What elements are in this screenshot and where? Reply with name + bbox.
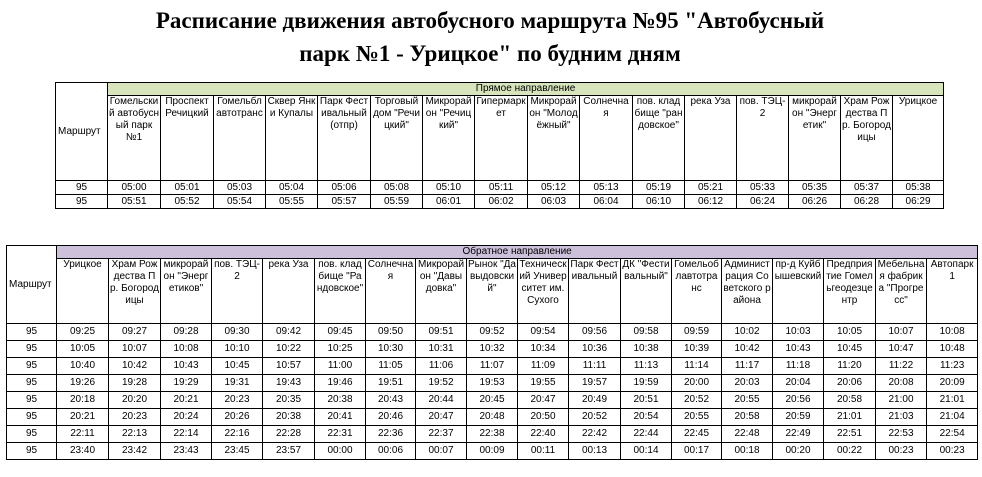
departure-time-cell: 09:28	[161, 324, 212, 341]
stop-name-header: микрорайон "Энергетик"	[789, 96, 841, 181]
departure-time-cell: 10:57	[263, 358, 315, 375]
departure-time-cell: 11:09	[518, 358, 569, 375]
departure-time-cell: 22:37	[416, 426, 467, 443]
stop-name-header: река Уза	[263, 259, 315, 324]
stop-name-header: пов. кладбище "рандовское"	[633, 96, 685, 181]
departure-time-cell: 06:10	[633, 195, 685, 209]
departure-time-cell: 11:05	[366, 358, 416, 375]
departure-time-cell: 05:04	[266, 181, 318, 195]
departure-time-cell: 09:30	[212, 324, 263, 341]
stop-name-header: Урицкое	[893, 96, 944, 181]
departure-time-cell: 06:01	[423, 195, 475, 209]
departure-time-cell: 09:52	[467, 324, 518, 341]
departure-time-cell: 21:00	[876, 392, 927, 409]
stop-name-header: пр-д Куйбышевский	[773, 259, 824, 324]
departure-time-cell: 20:58	[722, 409, 773, 426]
departure-time-cell: 09:54	[518, 324, 569, 341]
departure-time-cell: 06:29	[893, 195, 944, 209]
stop-name-header: Парк Фестивальный	[569, 259, 621, 324]
departure-time-cell: 09:42	[263, 324, 315, 341]
departure-time-cell: 09:45	[315, 324, 366, 341]
departure-time-cell: 09:58	[621, 324, 672, 341]
departure-time-cell: 05:19	[633, 181, 685, 195]
departure-time-cell: 11:22	[876, 358, 927, 375]
departure-time-cell: 05:11	[475, 181, 528, 195]
departure-time-cell: 22:53	[876, 426, 927, 443]
stop-name-header: Гипермаркет	[475, 96, 528, 181]
departure-time-cell: 10:22	[263, 341, 315, 358]
departure-time-cell: 20:41	[315, 409, 366, 426]
route-number-cell: 95	[56, 195, 108, 209]
departure-time-cell: 10:45	[212, 358, 263, 375]
departure-time-cell: 22:16	[212, 426, 263, 443]
departure-time-cell: 10:43	[773, 341, 824, 358]
departure-time-cell: 05:52	[161, 195, 214, 209]
departure-time-cell: 20:59	[773, 409, 824, 426]
departure-time-cell: 05:10	[423, 181, 475, 195]
departure-time-cell: 20:48	[467, 409, 518, 426]
departure-time-cell: 20:50	[518, 409, 569, 426]
table-row	[56, 195, 944, 209]
departure-time-cell: 19:51	[366, 375, 416, 392]
stop-name-header: Храм Рождества Пр. Богородицы	[109, 259, 161, 324]
departure-time-cell: 00:07	[416, 443, 467, 460]
departure-time-cell: 00:23	[876, 443, 927, 460]
departure-time-cell: 11:06	[416, 358, 467, 375]
departure-time-cell: 05:08	[371, 181, 423, 195]
departure-time-cell: 11:00	[315, 358, 366, 375]
stop-name-header: Торговый дом "Речицкий"	[371, 96, 423, 181]
departure-time-cell: 05:06	[318, 181, 371, 195]
departure-time-cell: 10:05	[57, 341, 109, 358]
departure-time-cell: 23:57	[263, 443, 315, 460]
departure-time-cell: 00:14	[621, 443, 672, 460]
departure-time-cell: 10:47	[876, 341, 927, 358]
departure-time-cell: 22:42	[569, 426, 621, 443]
stop-name-header: Рынок "Давыдовский"	[467, 259, 518, 324]
departure-time-cell: 20:38	[315, 392, 366, 409]
departure-time-cell: 20:51	[621, 392, 672, 409]
departure-time-cell: 11:17	[722, 358, 773, 375]
departure-time-cell: 05:51	[108, 195, 161, 209]
departure-time-cell: 00:18	[722, 443, 773, 460]
stop-name-header: Солнечная	[580, 96, 633, 181]
departure-time-cell: 00:11	[518, 443, 569, 460]
departure-time-cell: 06:02	[475, 195, 528, 209]
departure-time-cell: 20:38	[263, 409, 315, 426]
departure-time-cell: 23:42	[109, 443, 161, 460]
departure-time-cell: 10:36	[569, 341, 621, 358]
departure-time-cell: 11:11	[569, 358, 621, 375]
departure-time-cell: 05:57	[318, 195, 371, 209]
departure-time-cell: 19:52	[416, 375, 467, 392]
departure-time-cell: 05:13	[580, 181, 633, 195]
stop-name-header: ДК "Фестивальный"	[621, 259, 672, 324]
stop-name-header: Сквер Янки Купалы	[266, 96, 318, 181]
departure-time-cell: 21:04	[927, 409, 978, 426]
stop-name-header: Технический Университет им. Сухого	[518, 259, 569, 324]
departure-time-cell: 05:35	[789, 181, 841, 195]
table-row	[7, 443, 978, 460]
departure-time-cell: 05:01	[161, 181, 214, 195]
departure-time-cell: 11:07	[467, 358, 518, 375]
departure-time-cell: 10:25	[315, 341, 366, 358]
departure-time-cell: 09:50	[366, 324, 416, 341]
departure-time-cell: 09:27	[109, 324, 161, 341]
departure-time-cell: 20:26	[212, 409, 263, 426]
stop-name-header: река Уза	[685, 96, 737, 181]
departure-time-cell: 19:31	[212, 375, 263, 392]
route-number-cell: 95	[7, 409, 57, 426]
departure-time-cell: 19:43	[263, 375, 315, 392]
departure-time-cell: 20:21	[161, 392, 212, 409]
departure-time-cell: 00:06	[366, 443, 416, 460]
table-row	[7, 324, 978, 341]
stop-name-header: Гомельский автобусный парк №1	[108, 96, 161, 181]
departure-time-cell: 05:55	[266, 195, 318, 209]
route-number-cell: 95	[56, 181, 108, 195]
departure-time-cell: 23:43	[161, 443, 212, 460]
departure-time-cell: 00:17	[672, 443, 722, 460]
table-row	[7, 392, 978, 409]
stop-name-header: Гомельоблавтотранс	[672, 259, 722, 324]
departure-time-cell: 10:02	[722, 324, 773, 341]
backward-schedule-table	[6, 245, 978, 460]
departure-time-cell: 06:04	[580, 195, 633, 209]
departure-time-cell: 05:33	[737, 181, 789, 195]
departure-time-cell: 10:30	[366, 341, 416, 358]
departure-time-cell: 10:07	[109, 341, 161, 358]
departure-time-cell: 00:00	[315, 443, 366, 460]
stop-name-header: пов. ТЭЦ-2	[737, 96, 789, 181]
departure-time-cell: 05:03	[214, 181, 266, 195]
departure-time-cell: 06:03	[528, 195, 580, 209]
title-line-2: парк №1 - Урицкое" по будним дням	[299, 41, 681, 66]
departure-time-cell: 19:57	[569, 375, 621, 392]
departure-time-cell: 05:00	[108, 181, 161, 195]
departure-time-cell: 10:07	[876, 324, 927, 341]
departure-time-cell: 20:43	[366, 392, 416, 409]
title-line-1: Расписание движения автобусного маршрута №95 "Автобусный	[155, 8, 825, 33]
departure-time-cell: 20:58	[824, 392, 876, 409]
departure-time-cell: 20:46	[366, 409, 416, 426]
departure-time-cell: 05:21	[685, 181, 737, 195]
departure-time-cell: 10:08	[927, 324, 978, 341]
departure-time-cell: 00:23	[927, 443, 978, 460]
departure-time-cell: 05:38	[893, 181, 944, 195]
departure-time-cell: 05:59	[371, 195, 423, 209]
departure-time-cell: 20:08	[876, 375, 927, 392]
departure-time-cell: 11:13	[621, 358, 672, 375]
route-number-cell: 95	[7, 358, 57, 375]
departure-time-cell: 20:04	[773, 375, 824, 392]
departure-time-cell: 06:26	[789, 195, 841, 209]
departure-time-cell: 19:26	[57, 375, 109, 392]
departure-time-cell: 22:31	[315, 426, 366, 443]
departure-time-cell: 22:36	[366, 426, 416, 443]
departure-time-cell: 10:43	[161, 358, 212, 375]
direction-header: Прямое направление	[108, 83, 944, 96]
stop-name-header: пов. ТЭЦ-2	[212, 259, 263, 324]
page-title	[40, 4, 940, 70]
direction-header: Обратное направление	[57, 246, 978, 259]
stop-name-header: Микрорайон "Молодёжный"	[528, 96, 580, 181]
departure-time-cell: 05:12	[528, 181, 580, 195]
departure-time-cell: 10:45	[824, 341, 876, 358]
stop-name-header: микрорайон "Энергетиков"	[161, 259, 212, 324]
departure-time-cell: 22:54	[927, 426, 978, 443]
departure-time-cell: 19:46	[315, 375, 366, 392]
departure-time-cell: 19:59	[621, 375, 672, 392]
departure-time-cell: 11:20	[824, 358, 876, 375]
departure-time-cell: 10:08	[161, 341, 212, 358]
departure-time-cell: 10:38	[621, 341, 672, 358]
departure-time-cell: 20:21	[57, 409, 109, 426]
departure-time-cell: 20:47	[518, 392, 569, 409]
departure-time-cell: 19:28	[109, 375, 161, 392]
stop-name-header: Микрорайон "Давыдовка"	[416, 259, 467, 324]
departure-time-cell: 10:31	[416, 341, 467, 358]
stop-name-header: Мебельная фабрика "Прогресс"	[876, 259, 927, 324]
departure-time-cell: 10:40	[57, 358, 109, 375]
departure-time-cell: 20:49	[569, 392, 621, 409]
departure-time-cell: 20:56	[773, 392, 824, 409]
departure-time-cell: 22:14	[161, 426, 212, 443]
table-row	[7, 409, 978, 426]
departure-time-cell: 09:59	[672, 324, 722, 341]
departure-time-cell: 10:32	[467, 341, 518, 358]
route-number-cell: 95	[7, 443, 57, 460]
departure-time-cell: 10:10	[212, 341, 263, 358]
departure-time-cell: 20:18	[57, 392, 109, 409]
departure-time-cell: 20:45	[467, 392, 518, 409]
departure-time-cell: 00:09	[467, 443, 518, 460]
stop-name-header: Администрация Советского района	[722, 259, 773, 324]
departure-time-cell: 05:37	[841, 181, 893, 195]
table-row	[56, 181, 944, 195]
departure-time-cell: 05:54	[214, 195, 266, 209]
departure-time-cell: 21:03	[876, 409, 927, 426]
departure-time-cell: 10:34	[518, 341, 569, 358]
departure-time-cell: 20:54	[621, 409, 672, 426]
departure-time-cell: 22:40	[518, 426, 569, 443]
departure-time-cell: 22:51	[824, 426, 876, 443]
stop-name-header: Автопарк 1	[927, 259, 978, 324]
departure-time-cell: 10:03	[773, 324, 824, 341]
departure-time-cell: 22:11	[57, 426, 109, 443]
stop-name-header: Микрорайон "Речицкий"	[423, 96, 475, 181]
stop-name-header: Парк Фестивальный (отпр)	[318, 96, 371, 181]
departure-time-cell: 10:39	[672, 341, 722, 358]
table-row	[7, 341, 978, 358]
departure-time-cell: 22:45	[672, 426, 722, 443]
route-number-cell: 95	[7, 392, 57, 409]
route-header: Маршрут	[56, 83, 108, 181]
stop-name-header: Проспект Речицкий	[161, 96, 214, 181]
departure-time-cell: 09:51	[416, 324, 467, 341]
table-row	[7, 375, 978, 392]
departure-time-cell: 20:35	[263, 392, 315, 409]
departure-time-cell: 00:22	[824, 443, 876, 460]
departure-time-cell: 20:00	[672, 375, 722, 392]
route-number-cell: 95	[7, 426, 57, 443]
departure-time-cell: 23:40	[57, 443, 109, 460]
forward-schedule-table	[55, 82, 944, 209]
stop-name-header: Гомельблавтотранс	[214, 96, 266, 181]
departure-time-cell: 20:52	[569, 409, 621, 426]
departure-time-cell: 06:12	[685, 195, 737, 209]
departure-time-cell: 20:20	[109, 392, 161, 409]
departure-time-cell: 20:23	[212, 392, 263, 409]
departure-time-cell: 10:42	[722, 341, 773, 358]
departure-time-cell: 22:48	[722, 426, 773, 443]
departure-time-cell: 20:47	[416, 409, 467, 426]
departure-time-cell: 00:20	[773, 443, 824, 460]
stop-name-header: пов. кладбище "Рандовское"	[315, 259, 366, 324]
stop-name-header: Урицкое	[57, 259, 109, 324]
departure-time-cell: 20:09	[927, 375, 978, 392]
departure-time-cell: 06:28	[841, 195, 893, 209]
departure-time-cell: 20:55	[722, 392, 773, 409]
departure-time-cell: 22:28	[263, 426, 315, 443]
departure-time-cell: 21:01	[927, 392, 978, 409]
departure-time-cell: 20:23	[109, 409, 161, 426]
route-number-cell: 95	[7, 341, 57, 358]
departure-time-cell: 22:38	[467, 426, 518, 443]
departure-time-cell: 22:44	[621, 426, 672, 443]
departure-time-cell: 09:25	[57, 324, 109, 341]
stop-name-header: Солнечная	[366, 259, 416, 324]
stop-name-header: Храм Рождества Пр. Богородицы	[841, 96, 893, 181]
departure-time-cell: 19:53	[467, 375, 518, 392]
table-row	[7, 426, 978, 443]
departure-time-cell: 19:55	[518, 375, 569, 392]
departure-time-cell: 22:49	[773, 426, 824, 443]
departure-time-cell: 11:18	[773, 358, 824, 375]
departure-time-cell: 23:45	[212, 443, 263, 460]
departure-time-cell: 10:05	[824, 324, 876, 341]
departure-time-cell: 00:13	[569, 443, 621, 460]
departure-time-cell: 09:56	[569, 324, 621, 341]
departure-time-cell: 20:24	[161, 409, 212, 426]
departure-time-cell: 10:48	[927, 341, 978, 358]
departure-time-cell: 20:44	[416, 392, 467, 409]
departure-time-cell: 06:24	[737, 195, 789, 209]
route-number-cell: 95	[7, 375, 57, 392]
route-number-cell: 95	[7, 324, 57, 341]
departure-time-cell: 19:29	[161, 375, 212, 392]
stop-name-header: Предприятие Гомельгеодезцентр	[824, 259, 876, 324]
departure-time-cell: 11:14	[672, 358, 722, 375]
table-row	[7, 358, 978, 375]
route-header: Маршрут	[7, 246, 57, 324]
departure-time-cell: 20:55	[672, 409, 722, 426]
departure-time-cell: 11:23	[927, 358, 978, 375]
departure-time-cell: 21:01	[824, 409, 876, 426]
departure-time-cell: 22:13	[109, 426, 161, 443]
departure-time-cell: 10:42	[109, 358, 161, 375]
departure-time-cell: 20:52	[672, 392, 722, 409]
departure-time-cell: 20:03	[722, 375, 773, 392]
departure-time-cell: 20:06	[824, 375, 876, 392]
